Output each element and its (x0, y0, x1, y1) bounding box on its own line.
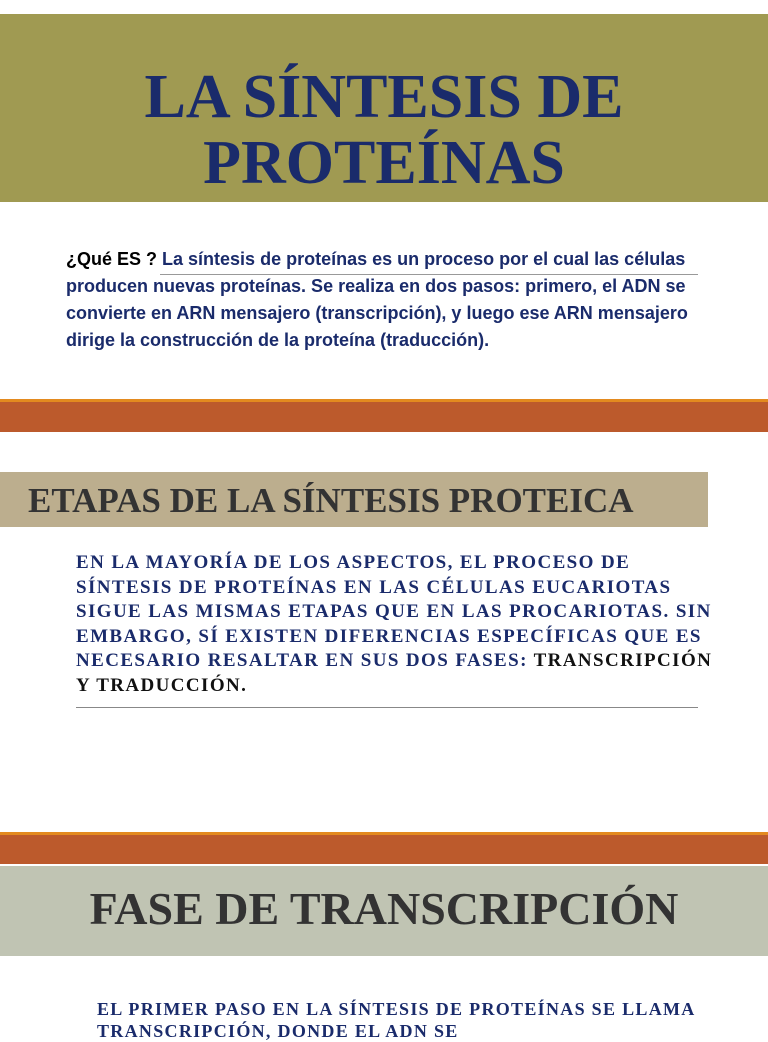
divider-rust-top (0, 402, 768, 432)
transcripcion-paragraph: EL PRIMER PASO EN LA SÍNTESIS DE PROTEÍNAS SE LLAMA TRANSCRIPCIÓN, DONDE EL ADN SE (97, 999, 695, 1041)
divider-rust-bottom (0, 835, 768, 864)
etapas-body-text: EN LA MAYORÍA DE LOS ASPECTOS, EL PROCESO DE SÍNTESIS DE PROTEÍNAS EN LAS CÉLULAS EUCARIOTAS SIGUE LAS MISMAS ETAPAS QUE EN LAS PROCARIOTAS. SIN EMBARGO, SÍ EXISTEN DIFERENCIAS ESPECÍFICAS QUE ES NECESARIO RESALTAR EN SUS DOS FASES: (76, 552, 712, 671)
etapas-underline (76, 707, 698, 708)
intro-paragraph (66, 246, 716, 354)
etapas-highlight: TRANSCRIPCIÓN Y TRADUCCIÓN. (76, 650, 713, 696)
etapas-title: ETAPAS DE LA SÍNTESIS PROTEICA (28, 481, 634, 520)
intro-question: ¿Qué ES ? (66, 249, 158, 269)
transcripcion-title: FASE DE TRANSCRIPCIÓN (89, 883, 679, 934)
intro-answer: La síntesis de proteínas es un proceso por el cual las células producen nuevas proteínas. Se realiza en dos pasos: primero, el ADN se convierte en ARN mensajero (transcripción), y luego ese ARN mensajero dirige la construcción de la proteína (traducción). (66, 249, 688, 350)
etapas-paragraph (76, 551, 716, 698)
page-title: LA SÍNTESIS DE PROTEÍNAS (144, 63, 624, 197)
intro-underline (160, 274, 698, 275)
